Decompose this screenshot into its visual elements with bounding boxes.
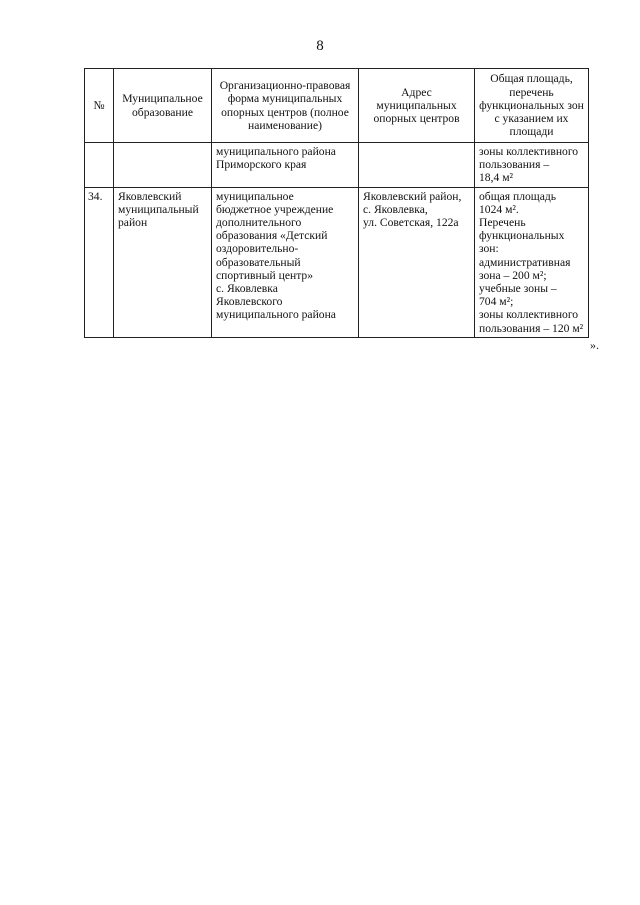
text-line: муниципального района [216,145,336,158]
cell-address [359,143,475,188]
text-line: Яковлевский район, [363,189,462,203]
text-line: оздоровительно- [216,242,299,256]
cell-address [359,187,475,337]
table-row-34 [85,187,589,337]
text-line: спортивный центр» [216,268,313,282]
text-line: Яковлевского [216,295,283,309]
text-line: муниципального района [216,308,336,322]
text-line: Яковлевский [118,189,182,203]
text-line: муниципальное [216,189,294,203]
cell-organization [212,187,359,337]
header-municipality: Муниципальное образование [114,69,212,143]
text-line: зона – 200 м²; [479,268,547,282]
text-line: район [118,216,148,230]
centers-table [84,68,589,338]
closing-quote-mark: ». [590,338,599,352]
text-line: дополнительного [216,216,302,230]
text-line: 1024 м². [479,202,519,216]
text-line: административная [479,255,571,269]
text-line: с. Яковлевка, [363,202,428,216]
text-line: образовательный [216,255,301,269]
text-line: с. Яковлевка [216,282,278,296]
text-line: пользования – 120 м² [479,321,584,335]
text-line: Перечень [479,216,526,230]
text-line: ул. Советская, 122а [363,216,459,230]
cell-area [475,143,589,188]
text-line: зоны коллективного [479,308,579,322]
header-area: Общая площадь, перечень функциональных зон с указанием их площади [475,69,589,143]
cell-num: 34. [85,187,114,337]
text-line: муниципальный [118,202,199,216]
header-organization: Организационно-правовая форма муниципальных опорных центров (полное наименование) [212,69,359,143]
text-line: 704 м²; [479,295,514,309]
cell-area [475,187,589,337]
header-address: Адрес муниципальных опорных центров [359,69,475,143]
table-header-row [85,69,589,143]
text-line: учебные зоны – [479,282,557,296]
header-num: № [85,69,114,143]
text-line: бюджетное учреждение [216,202,334,216]
text-line: функциональных зон: [479,229,565,256]
text-line: образования «Детский [216,229,328,243]
cell-municipality [114,187,212,337]
cell-municipality [114,143,212,188]
text-line: 18,4 м² [479,171,514,185]
table-row-continuation [85,143,589,188]
text-line: Приморского края [216,158,307,172]
text-line: общая площадь [479,189,557,203]
text-line: зоны коллективного [479,145,579,158]
cell-organization [212,143,359,188]
text-line: пользования – [479,158,550,172]
cell-num [85,143,114,188]
page-number: 8 [316,38,324,54]
